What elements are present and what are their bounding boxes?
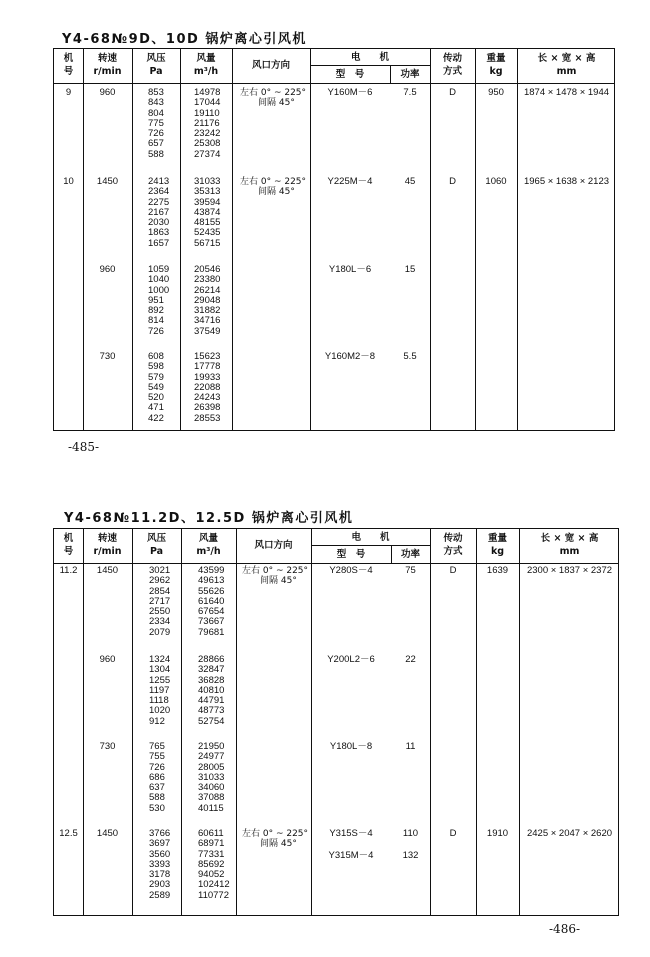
weight: 950: [488, 87, 504, 98]
header-power: 功率: [400, 549, 420, 560]
motor-model: Y160M－6: [327, 87, 373, 98]
drive-type: D: [449, 87, 456, 98]
header-flow: 风量 m³/h: [196, 533, 221, 557]
motor-model: Y225M－4: [327, 176, 373, 187]
header-model: 型 号: [336, 549, 366, 560]
motor-power: 7.5: [403, 87, 417, 98]
motor-power: 5.5: [403, 351, 417, 362]
fan-spec-table: [53, 528, 619, 916]
pressure-list: 765 755 726 686 637 588 530: [149, 741, 165, 814]
motor-model: Y200L2－6: [327, 654, 375, 665]
header-speed: 转速 r/min: [93, 533, 122, 557]
dimensions: 1965 × 1638 × 2123: [523, 176, 610, 187]
flow-list: 14978 17044 19110 21176 23242 25308 27374: [194, 87, 221, 160]
motor-power: 22: [405, 654, 416, 665]
dimensions: 1874 × 1478 × 1944: [523, 87, 610, 98]
header-model: 型 号: [335, 69, 365, 80]
header-drive: 传动 方式: [443, 533, 463, 557]
page-number: -486-: [549, 922, 581, 936]
fan-number: 11.2: [59, 565, 78, 576]
header-pressure: 风压 Pa: [146, 53, 166, 77]
fan-spec-table: [53, 48, 615, 431]
dimensions: 2300 × 1837 × 2372: [526, 565, 613, 576]
speed: 730: [99, 351, 116, 362]
speed: 1450: [96, 176, 119, 187]
pressure-list: 1059 1040 1000 951 892 814 726: [148, 264, 170, 337]
flow-list: 21950 24977 28005 31033 34060 37088 40115: [198, 741, 225, 814]
outlet-direction: 左右 0° ~ 225° 间隔 45°: [240, 88, 307, 109]
pressure-list: 853 843 804 775 726 657 588: [148, 87, 164, 160]
weight: 1910: [486, 828, 509, 839]
header-jihao: 机 号: [63, 533, 74, 557]
motor-power: 45: [404, 176, 416, 187]
motor-model: Y280S－4: [329, 565, 373, 576]
header-dimensions: 长 × 宽 × 高 mm: [537, 53, 596, 77]
motor-power: 15: [404, 264, 416, 275]
header-outlet-direction: 风口方向: [254, 540, 293, 551]
speed: 960: [99, 87, 116, 98]
flow-list: 15623 17778 19933 22088 24243 26398 28553: [194, 351, 221, 424]
header-dimensions: 长 × 宽 × 高 mm: [540, 533, 599, 557]
flow-list: 20546 23380 26214 29048 31882 34716 37549: [194, 264, 221, 337]
motor-power: 132: [402, 850, 419, 861]
speed: 960: [99, 264, 116, 275]
fan-number: 10: [63, 176, 74, 187]
motor-model: Y180L－8: [329, 741, 373, 752]
pressure-list: 3766 3697 3560 3393 3178 2903 2589: [149, 828, 171, 901]
header-flow: 风量 m³/h: [193, 53, 219, 77]
header-pressure: 风压 Pa: [146, 533, 166, 557]
pressure-list: 608 598 579 549 520 471 422: [148, 351, 164, 424]
flow-list: 43599 49613 55626 61640 67654 73667 79681: [198, 565, 225, 638]
drive-type: D: [449, 176, 456, 187]
header-motor: 电 机: [350, 52, 389, 63]
motor-model: Y160M2－8: [324, 351, 376, 362]
header-speed: 转速 r/min: [93, 53, 122, 77]
drive-type: D: [449, 565, 457, 576]
motor-power: 110: [402, 828, 419, 839]
flow-list: 28866 32847 36828 40810 44791 48773 52754: [198, 654, 225, 727]
table-title: Y4-68№11.2D、12.5D 锅炉离心引风机: [64, 511, 354, 526]
outlet-direction: 左右 0° ~ 225° 间隔 45°: [242, 829, 309, 850]
outlet-direction: 左右 0° ~ 225° 间隔 45°: [240, 177, 307, 198]
weight: 1639: [486, 565, 509, 576]
header-jihao: 机 号: [63, 53, 74, 77]
header-weight: 重量 kg: [486, 53, 506, 77]
fan-number: 9: [65, 87, 72, 98]
pressure-list: 1324 1304 1255 1197 1118 1020 912: [149, 654, 171, 727]
header-motor: 电 机: [351, 532, 390, 543]
header-outlet-direction: 风口方向: [251, 60, 290, 71]
drive-type: D: [449, 828, 457, 839]
header-power: 功率: [400, 69, 420, 80]
weight: 1060: [485, 176, 507, 187]
speed: 960: [99, 654, 116, 665]
dimensions: 2425 × 2047 × 2620: [526, 828, 613, 839]
motor-power: 11: [405, 741, 416, 752]
pressure-list: 3021 2962 2854 2717 2550 2334 2079: [149, 565, 171, 638]
flow-list: 60611 68971 77331 85692 94052 102412 110772: [198, 828, 230, 901]
header-weight: 重量 kg: [487, 533, 507, 557]
motor-model: Y315S－4: [329, 828, 373, 839]
flow-list: 31033 35313 39594 43874 48155 52435 56715: [194, 176, 221, 249]
speed: 1450: [96, 565, 119, 576]
motor-model: Y315M－4: [328, 850, 374, 861]
header-drive: 传动 方式: [442, 53, 462, 77]
fan-number: 12.5: [59, 828, 78, 839]
motor-power: 75: [405, 565, 416, 576]
table-title: Y4-68№9D、10D 锅炉离心引风机: [62, 32, 307, 47]
speed: 1450: [96, 828, 119, 839]
outlet-direction: 左右 0° ~ 225° 间隔 45°: [242, 566, 309, 587]
motor-model: Y180L－6: [328, 264, 372, 275]
pressure-list: 2413 2364 2275 2167 2030 1863 1657: [148, 176, 170, 249]
page-number: -485-: [68, 440, 100, 454]
speed: 730: [99, 741, 116, 752]
